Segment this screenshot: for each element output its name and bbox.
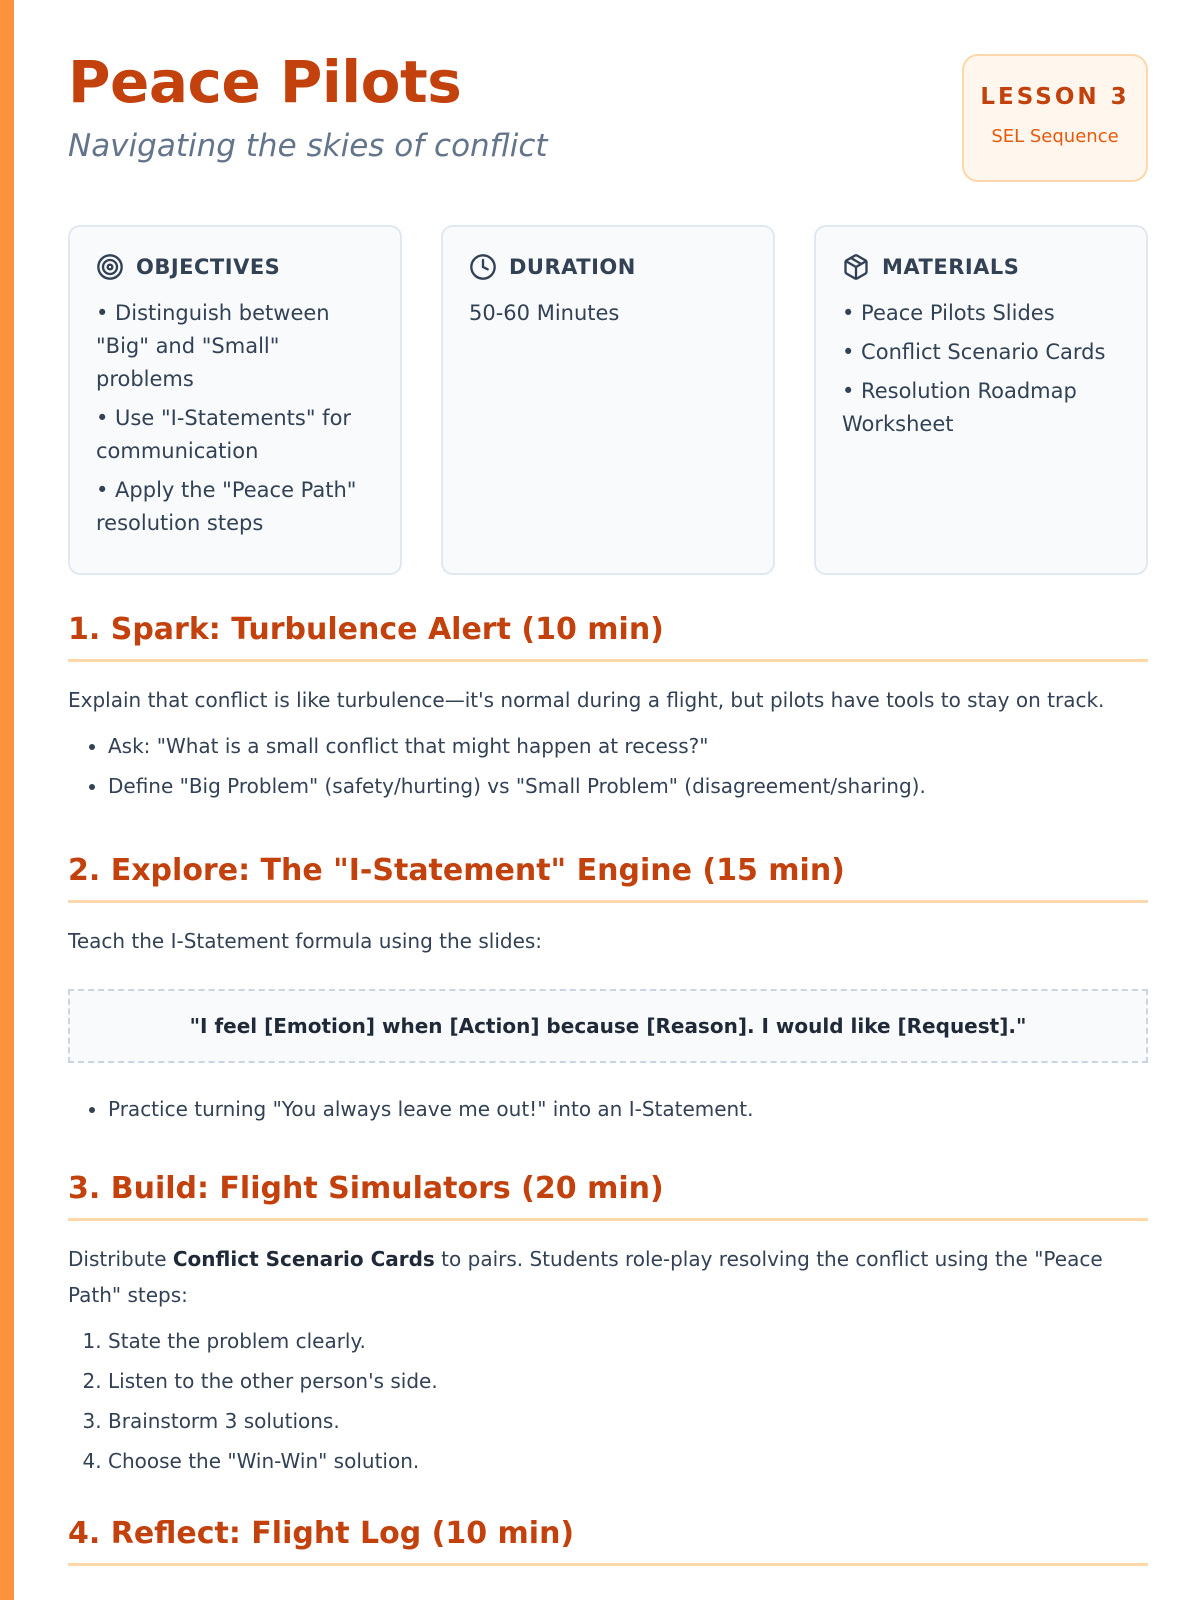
- objectives-list: [96, 297, 374, 540]
- step-item: 2. Listen to the other person's side.: [108, 1361, 1148, 1401]
- material-item: • Conflict Scenario Cards: [842, 340, 1106, 364]
- target-icon: [96, 253, 124, 281]
- intro-text: Distribute: [68, 1247, 173, 1271]
- list-item: • Practice turning "You always leave me out!" into an I-Statement.: [108, 1089, 1148, 1129]
- section-build: [68, 1171, 1148, 1481]
- info-cards: [68, 210, 1148, 560]
- header: [68, 0, 1148, 210]
- package-icon: [842, 253, 870, 281]
- intro-emphasis: Conflict Scenario Cards: [172, 1247, 435, 1271]
- step-item: 4. Choose the "Win-Win" solution.: [108, 1441, 1148, 1481]
- section-heading: 4. Reflect: Flight Log (10 min): [68, 1516, 1148, 1566]
- list-item: • Define "Big Problem" (safety/hurting) vs "Small Problem" (disagreement/sharing).: [108, 766, 1148, 806]
- section-heading: 3. Build: Flight Simulators (20 min): [68, 1171, 1148, 1221]
- objectives-card: [68, 225, 402, 575]
- materials-card: [814, 225, 1148, 575]
- i-statement-formula: "I feel [Emotion] when [Action] because [Reason]. I would like [Request].": [68, 989, 1148, 1063]
- step-item: 3. Brainstorm 3 solutions.: [108, 1401, 1148, 1441]
- accent-bar: [0, 0, 14, 1600]
- section-bullets: [68, 726, 1148, 806]
- lesson-page: [68, 0, 1148, 1551]
- materials-list: [842, 297, 1120, 441]
- objectives-header: [96, 253, 374, 281]
- objective-item: • Apply the "Peace Path" resolution steps: [96, 478, 357, 535]
- objectives-title: OBJECTIVES: [136, 255, 281, 279]
- objective-item: • Use "I-Statements" for communication: [96, 406, 352, 463]
- section-heading: 2. Explore: The "I-Statement" Engine (15 min): [68, 853, 1148, 903]
- page-title: Peace Pilots: [68, 48, 462, 116]
- material-item: • Peace Pilots Slides: [842, 301, 1055, 325]
- step-item: 1. State the problem clearly.: [108, 1321, 1148, 1361]
- section-heading: 1. Spark: Turbulence Alert (10 min): [68, 612, 1148, 662]
- section-intro: [68, 1241, 1148, 1313]
- clock-icon: [469, 253, 497, 281]
- materials-header: [842, 253, 1120, 281]
- lesson-number: LESSON 3: [980, 84, 1130, 110]
- objective-item: • Distinguish between "Big" and "Small" problems: [96, 301, 330, 391]
- duration-header: [469, 253, 747, 281]
- duration-value: 50-60 Minutes: [469, 301, 620, 325]
- page-subtitle: Navigating the skies of conflict: [68, 128, 548, 164]
- section-intro: Explain that conflict is like turbulence—it's normal during a flight, but pilots have tools to stay on track.: [68, 688, 1105, 712]
- section-intro: Teach the I-Statement formula using the slides:: [68, 929, 543, 953]
- section-reflect: [68, 1516, 1148, 1566]
- peace-path-steps: [68, 1321, 1148, 1481]
- lesson-sequence: SEL Sequence: [991, 126, 1119, 147]
- duration-title: DURATION: [509, 255, 636, 279]
- intro-text: to pairs. Students role-play resolving the conflict using the "Peace Path" steps:: [68, 1247, 1103, 1307]
- section-spark: [68, 612, 1148, 806]
- duration-card: [441, 225, 775, 575]
- list-item: • Ask: "What is a small conflict that might happen at recess?": [108, 726, 1148, 766]
- section-bullets: [68, 1089, 1148, 1129]
- materials-title: MATERIALS: [882, 255, 1020, 279]
- lesson-badge: [962, 54, 1148, 182]
- section-explore: [68, 853, 1148, 1129]
- material-item: • Resolution Roadmap Worksheet: [842, 379, 1077, 436]
